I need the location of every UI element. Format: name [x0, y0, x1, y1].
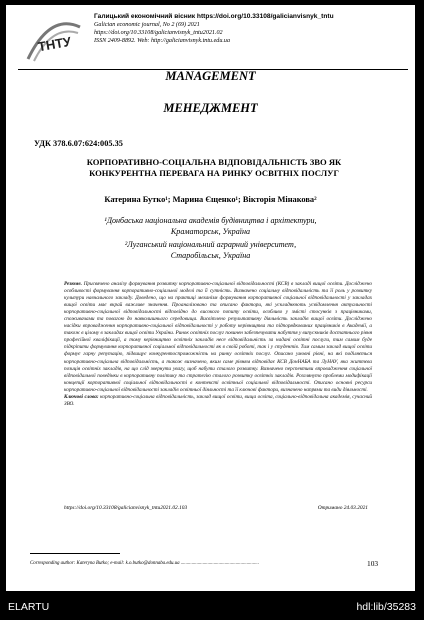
- udc-code: УДК 378.6.07:624:005.35: [34, 139, 123, 148]
- affiliation-2-line-1: ²Луганський національний аграрний університет,: [124, 240, 297, 249]
- repository-bar: [0, 591, 424, 620]
- journal-title-en: Galician economic journal, No 2 (69) 2021: [94, 22, 200, 28]
- article-title-line-1: КОРПОРАТИВНО-СОЦІАЛЬНА ВІДПОВІДАЛЬНІСТЬ ЗВО ЯК: [86, 157, 342, 167]
- journal-info: [94, 13, 404, 45]
- journal-issn: ISSN 2409-8892. Web: http://galicianvisnyk.tntu.edu.ua: [94, 38, 231, 44]
- handle-id: hdl:lib/35283: [356, 601, 416, 613]
- abstract: [64, 281, 372, 408]
- keywords: [64, 394, 372, 408]
- affiliation-1-line-1: ¹Донбаська національна академія будівництва і архітектури,: [104, 216, 317, 225]
- affiliation-1-line-2: Краматорськ, Україна: [170, 227, 251, 236]
- abstract-body: [64, 281, 372, 394]
- university-logo: [22, 19, 86, 65]
- article-doi: https://doi.org/10.33108/galicianvisnyk_tntu2021.02.103: [64, 505, 188, 511]
- journal-title-ua: Галицький економічний вісник https://doi.org/10.33108/galicianvisnyk_tntu: [94, 13, 334, 20]
- document-page: [6, 5, 415, 591]
- article-title: [44, 157, 384, 179]
- svg-text:ТНТУ: ТНТУ: [36, 33, 73, 55]
- abstract-label: Резюме.: [64, 281, 82, 287]
- affiliation-2: [6, 239, 415, 261]
- authors: Катерина Бутко¹; Марина Єщенко¹; Вікторія Мінакова²: [104, 195, 317, 204]
- section-heading-ua: МЕНЕДЖМЕНТ: [163, 101, 258, 115]
- received-date: Отримано 24.03.2021: [317, 505, 368, 511]
- section-heading-en: MANAGEMENT: [165, 69, 256, 83]
- corresponding-author: Corresponding author: Kateryna Butko; e-mail: k.o.butko@donnaba.edu.ua ................................................................: [30, 561, 259, 566]
- article-title-line-2: КОНКУРЕНТНА ПЕРЕВАГА НА РИНКУ ОСВІТНІХ ПОСЛУГ: [89, 168, 339, 178]
- repository-name: ELARTU: [8, 601, 50, 613]
- keywords-text: корпоративно-соціальна відповідальність, заклад вищої освіти, вища освіта, соціально-відповідальна академія, сучасний ЗВО.: [64, 393, 373, 407]
- affiliation-1: [6, 215, 415, 237]
- footnote-rule: [30, 553, 120, 554]
- affiliation-2-line-2: Старобільськ, Україна: [170, 251, 251, 260]
- keywords-label: Ключові слова:: [64, 393, 99, 400]
- page-number: 103: [367, 559, 379, 568]
- journal-doi: https://doi.org/10.33108/galicianvisnyk_tntu2021.02: [94, 30, 223, 36]
- abstract-text: Присвячено аналізу формування розвитку корпоративно-соціальної відповідальності (КСВ) в закладі вищої освіти. Досліджено особливості формування корпоративно-соціальної моделі та її сутність. Визначено соціальну відповідальність та її роль у розвитку культури навчального закладу. Доведено, що на практиці механізм формування корпоративної соціальної відповідальності у закладах вищої освіти має вкрай важливе значення. Проаналізовано та описано фактори, які ускладнюють усвідомлення актуальності корпоративно-соціальної відповідальності відповідно до високого попиту освіти, особливо у змісті стосунків з працівниками, споживачами та повагою до навколишнього середовища. Висвітлено результативну діяльність закладів вищої освіти. Досліджено насідки впровадження корпоративно-соціальної відповідальності у роботу керівництва та підпорядкованих працівників в Академії, а також в цілому в закладах вищої освіти України. Ринок освітніх послуг повинен забезпечувати набуття у випускників достатнього рівня професійної кваліфікації, а тому керівництво освітніх закладів несе відповідальність за надані освітні послуги, тим самим буде підкріпити формування корпоративної соціальної відповідальності як в своїй роботі, так і у студентів. Тим самим заклад вищої освіти формує гарну репутацію, підвищує конкурентоспроможність на ринку освітніх послуг. Описано умовні рівні, на які поділяється корпоративно-соціальна відповідальність, а також визначено, яким саме рівням відповідає КСВ ДонНАБА та ЛуНАУ, яка життєва позиція освітніх закладів, на що слід звернути увагу, щоб набути сталого розвитку. Визначено перспективи впровадження соціальної відповідальної поведінки в корпоративну політику та стратегію сталого розвитку освітніх закладів. Розглянуто проблеми модифікації концепції корпоративної соціальної відповідальності в контексті освітньої соціальної відповідальності. Описано основні ресурси корпоративно-соціальної відповідальності закладів освітньої діяльності та її ключові фактори, визначено напрями та види діяльності.: [64, 281, 373, 393]
- journal-header: [18, 13, 408, 70]
